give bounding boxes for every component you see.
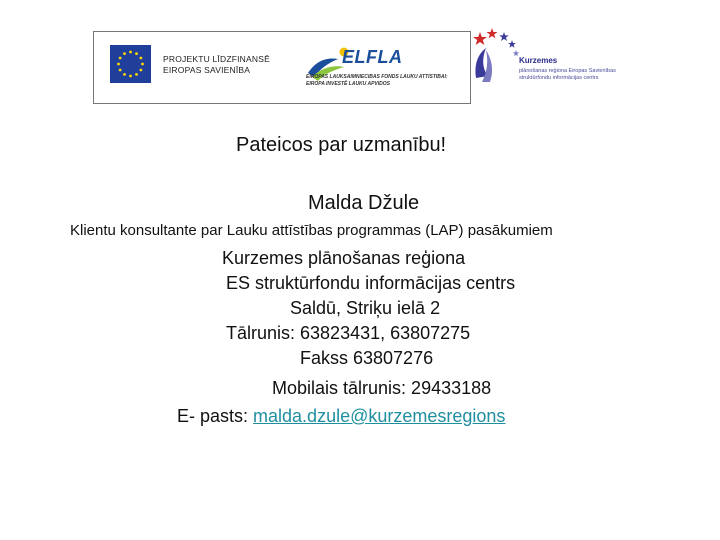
fax-line: Fakss 63807276: [300, 348, 434, 368]
kurzemes-sub-line2: struktūrfondu informācijas centrs: [519, 75, 599, 81]
email-label: E- pasts:: [177, 406, 254, 426]
thanks-heading: Pateicos par uzmanību!: [236, 134, 447, 156]
elfla-sub-line1: EIROPAS LAUKSAIMNIECĪBAS FONDS LAUKU ATTĪSTĪBAI:: [306, 74, 448, 80]
email-link[interactable]: malda.dzule@kurzemesregions: [253, 406, 506, 426]
eu-text-line1: PROJEKTU LĪDZFINANSĒ: [163, 54, 270, 64]
eu-flag-icon: [110, 45, 151, 83]
kurzemes-title: Kurzemes: [519, 56, 558, 65]
org-line-2: ES struktūrfondu informācijas centrs: [226, 273, 516, 293]
kurzemes-sub-line1: plānošanas reģiona Eiropas Savienības: [519, 68, 616, 74]
address-line: Saldū, Striķu ielā 2: [290, 298, 441, 318]
elfla-wordmark: ELFLA: [342, 47, 403, 67]
org-line-1: Kurzemes plānošanas reģiona: [222, 248, 466, 268]
eu-text-line2: EIROPAS SAVIENĪBA: [163, 65, 251, 75]
phone-line: Tālrunis: 63823431, 63807275: [226, 323, 471, 343]
kurzemes-subtitle: [519, 68, 616, 82]
contact-name: Malda Džule: [308, 192, 420, 214]
logo-banner: [93, 31, 471, 104]
email-line: [177, 406, 505, 427]
kurzemes-stars-logo-icon: [466, 26, 522, 88]
elfla-sub-line2: EIROPA INVESTĒ LAUKU APVIDOS: [306, 81, 390, 87]
elfla-subtitle: [306, 74, 470, 88]
mobile-line: Mobilais tālrunis: 29433188: [272, 378, 492, 398]
contact-role: Klientu konsultante par Lauku attīstības programmas (LAP) pasākumiem: [70, 222, 553, 239]
eu-cofinanced-text: [163, 54, 270, 76]
